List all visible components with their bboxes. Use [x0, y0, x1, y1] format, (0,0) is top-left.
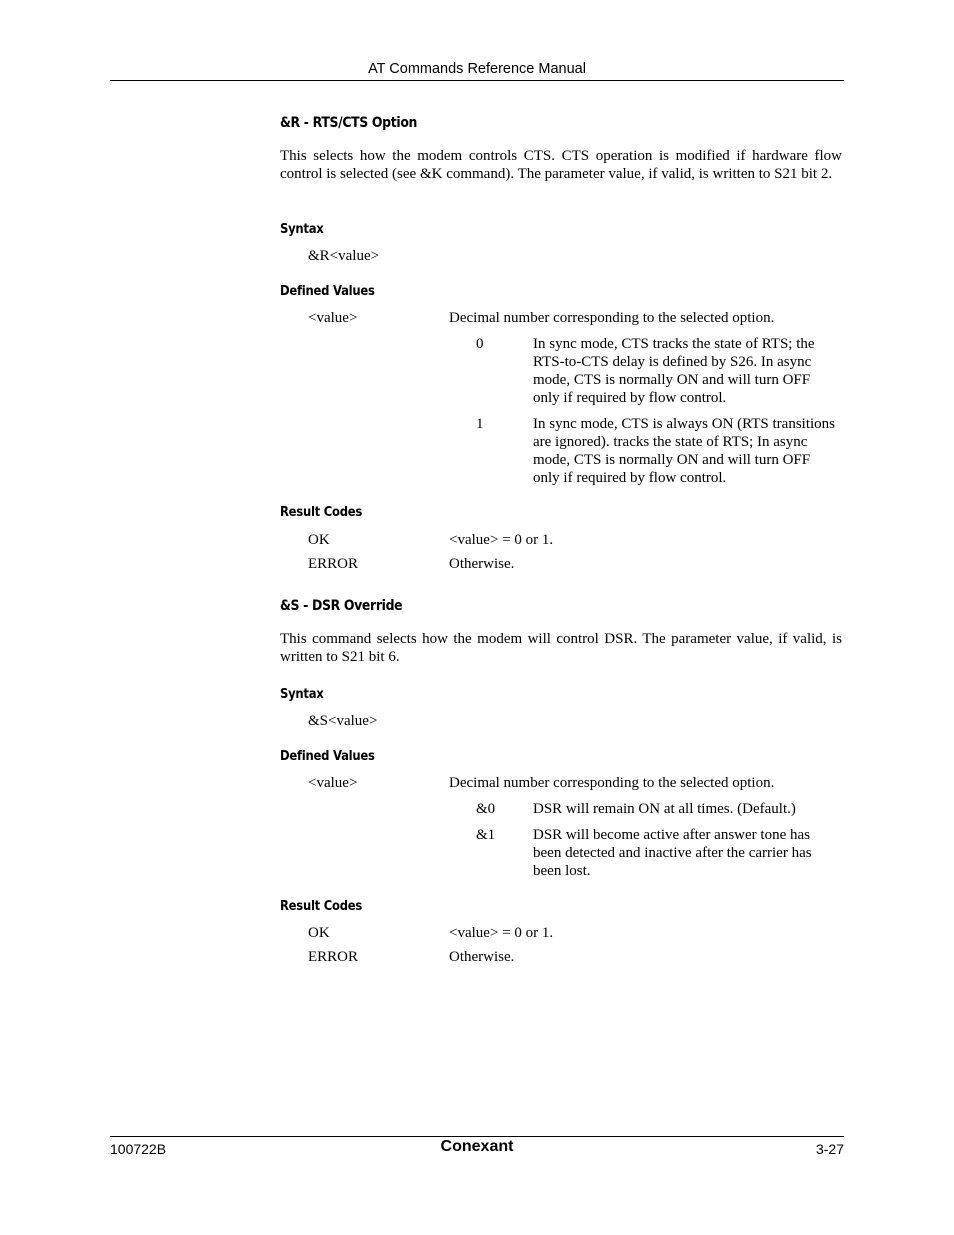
footer-rule	[110, 1136, 844, 1137]
result-code-desc: Otherwise.	[449, 556, 515, 572]
header-rule	[110, 80, 844, 81]
footer-page-number: 3-27	[815, 1141, 844, 1157]
syntax-text-dsr-override: &S<value>	[308, 713, 378, 729]
section-heading-rts-cts: &R - RTS/CTS Option	[280, 115, 418, 131]
defined-values-heading-rts-cts: Defined Values	[280, 283, 375, 299]
result-code: OK	[308, 925, 330, 941]
section-description-rts-cts: This selects how the modem controls CTS. CTS operation is modified if hardware flow control is selected (see &K command). The parameter value, if valid, is written to S21 bit 2.	[280, 148, 842, 182]
option-desc: DSR will become active after answer tone has been detected and inactive after the carrier has been lost.	[533, 827, 812, 879]
param-desc-dsr-override: Decimal number corresponding to the selected option.	[449, 775, 775, 791]
section-heading-dsr-override: &S - DSR Override	[280, 598, 403, 614]
param-name-rts-cts: <value>	[308, 310, 358, 326]
page-header-title: AT Commands Reference Manual	[368, 61, 586, 77]
footer-doc-number: 100722B	[110, 1141, 167, 1157]
option-desc: DSR will remain ON at all times. (Default.)	[533, 801, 796, 817]
option-value: &0	[476, 801, 496, 817]
option-desc: In sync mode, CTS is always ON (RTS transitions are ignored). tracks the state of RTS; In async mode, CTS is normally ON and will turn OFF only if required by flow control.	[533, 416, 835, 486]
result-codes-heading-rts-cts: Result Codes	[280, 504, 363, 520]
syntax-heading-rts-cts: Syntax	[280, 221, 324, 237]
option-value: &1	[476, 827, 496, 843]
option-value: 0	[476, 336, 484, 352]
result-code-desc: <value> = 0 or 1.	[449, 532, 554, 548]
option-desc: In sync mode, CTS tracks the state of RTS; the RTS-to-CTS delay is defined by S26. In async mode, CTS is normally ON and will turn OFF only if required by flow control.	[533, 336, 815, 406]
syntax-text-rts-cts: &R<value>	[308, 248, 380, 264]
result-code-desc: Otherwise.	[449, 949, 515, 965]
defined-values-heading-dsr-override: Defined Values	[280, 748, 375, 764]
syntax-heading-dsr-override: Syntax	[280, 686, 324, 702]
param-name-dsr-override: <value>	[308, 775, 358, 791]
param-desc-rts-cts: Decimal number corresponding to the selected option.	[449, 310, 775, 326]
option-value: 1	[476, 416, 484, 432]
section-description-dsr-override: This command selects how the modem will control DSR. The parameter value, if valid, is written to S21 bit 6.	[280, 631, 842, 665]
result-code: ERROR	[308, 949, 359, 965]
result-code: ERROR	[308, 556, 359, 572]
result-code-desc: <value> = 0 or 1.	[449, 925, 554, 941]
result-code: OK	[308, 532, 330, 548]
footer-company: Conexant	[440, 1138, 514, 1155]
result-codes-heading-dsr-override: Result Codes	[280, 898, 363, 914]
